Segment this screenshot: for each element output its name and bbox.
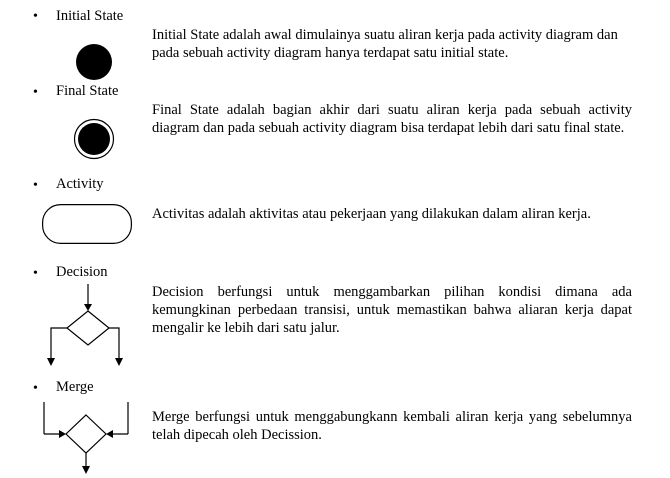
item-label-initial-state: Initial State <box>56 8 124 24</box>
item-description-decision: Decision berfungsi untuk menggambarkan pilihan kondisi dimana ada kemungkinan perbedaan transisi, untuk memastikan bahwa aliaran kerja dapat mengalir ke lebih dari satu jalur. <box>152 284 632 336</box>
item-description-merge: Merge berfungsi untuk menggabungkann kembali aliran kerja yang sebelumnya telah dipecah oleh Decission. <box>152 409 632 443</box>
item-description-final-state: Final State adalah bagian akhir dari suatu aliran kerja pada sebuah activity diagram dan pada sebuah activity diagram bisa terdapat lebih dari satu final state. <box>152 102 632 136</box>
activity-icon <box>42 204 132 244</box>
item-label-merge: Merge <box>56 379 94 395</box>
bullet: • <box>33 266 38 281</box>
initial-state-icon <box>75 43 113 81</box>
item-label-activity: Activity <box>56 176 104 192</box>
bullet: • <box>33 85 38 100</box>
bullet: • <box>33 178 38 193</box>
merge-icon <box>40 402 130 476</box>
bullet: • <box>33 9 38 24</box>
decision-icon <box>40 284 130 370</box>
final-state-icon <box>73 118 115 160</box>
item-label-final-state: Final State <box>56 83 119 99</box>
item-description-activity: Activitas adalah aktivitas atau pekerjaan yang dilakukan dalam aliran kerja. <box>152 206 591 222</box>
bullet: • <box>33 381 38 396</box>
item-description-initial-state: Initial State adalah awal dimulainya suatu aliran kerja pada activity diagram dan pada sebuah activity diagram hanya terdapat satu initial state. <box>152 27 618 61</box>
item-label-decision: Decision <box>56 264 108 280</box>
